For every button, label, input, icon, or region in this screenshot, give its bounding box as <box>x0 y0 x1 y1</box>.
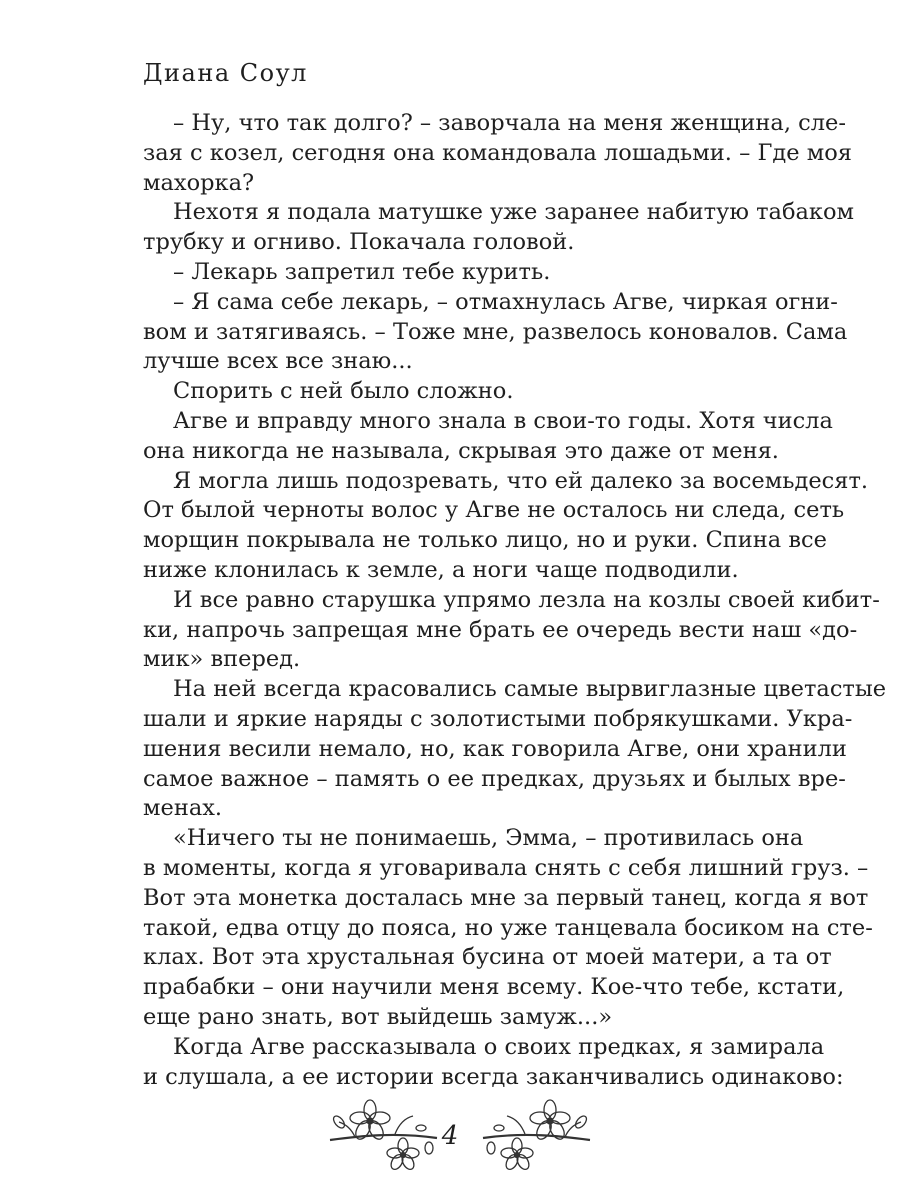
page-number: 4 <box>441 1121 459 1151</box>
text-line: клах. Вот эта хрустальная бусина от моей матери, а та от <box>143 944 832 971</box>
running-header-author: Диана Соул <box>143 59 308 87</box>
paragraph <box>143 377 757 407</box>
text-line: – Я сама себе лекарь, – отмахнулась Агве, чиркая огни- <box>173 288 838 315</box>
text-line: Я могла лишь подозревать, что ей далеко за восемьдесят. <box>173 467 869 494</box>
text-line: менах. <box>143 795 223 822</box>
text-line: морщин покрывала не только лицо, но и руки. Спина все <box>143 527 827 554</box>
paragraph <box>143 675 887 824</box>
text-line: Нехотя я подала матушке уже заранее набитую табаком <box>173 199 855 226</box>
text-line: она никогда не называла, скрывая это даже от меня. <box>143 437 779 464</box>
text-line: лучше всех все знаю... <box>143 348 413 375</box>
text-line: такой, едва отцу до пояса, но уже танцевала босиком на сте- <box>143 914 873 941</box>
text-line: махорка? <box>143 169 255 196</box>
text-line: От былой черноты волос у Агве не осталось ни следа, сеть <box>143 497 845 524</box>
text-line: зая с козел, сегодня она командовала лошадьми. – Где моя <box>143 139 852 166</box>
text-line: самое важное – память о ее предках, друзьях и былых вре- <box>143 765 846 792</box>
paragraph <box>143 258 757 288</box>
text-line: шения весили немало, но, как говорила Агве, они хранили <box>143 735 847 762</box>
paragraph <box>143 109 852 198</box>
body-text <box>143 109 887 1092</box>
text-line: вом и затягиваясь. – Тоже мне, развелось коновалов. Сама <box>143 318 848 345</box>
text-line: еще рано знать, вот выйдешь замуж...» <box>143 1003 613 1030</box>
paragraph <box>143 1033 844 1093</box>
paragraph <box>143 288 848 377</box>
text-line: – Лекарь запретил тебе курить. <box>173 258 551 285</box>
text-line: – Ну, что так долго? – заворчала на меня женщина, сле- <box>173 110 846 136</box>
text-line: шали и яркие наряды с золотистыми побрякушками. Укра- <box>143 705 853 732</box>
text-line: Спорить с ней было сложно. <box>173 378 514 405</box>
text-line: мик» вперед. <box>143 646 301 673</box>
text-line: На ней всегда красовались самые вырвиглазные цветастые <box>173 676 887 703</box>
text-line: Вот эта монетка досталась мне за первый танец, когда я вот <box>143 884 869 911</box>
text-line: «Ничего ты не понимаешь, Эмма, – противилась она <box>173 825 804 852</box>
flower-branch-icon <box>475 1098 595 1178</box>
text-line: Агве и вправду много знала в свои-то годы. Хотя числа <box>173 407 833 434</box>
page-footer <box>0 1098 900 1178</box>
text-line: И все равно старушка упрямо лезла на козлы своей кибит- <box>173 586 880 613</box>
text-line: Когда Агве рассказывала о своих предках, я замирала <box>173 1033 825 1060</box>
text-line: прабабки – они научили меня всему. Кое-что тебе, кстати, <box>143 974 845 1001</box>
paragraph <box>143 824 873 1033</box>
paragraph <box>143 467 869 586</box>
flower-branch-icon <box>325 1098 445 1178</box>
paragraph <box>143 198 855 258</box>
text-line: в моменты, когда я уговаривала снять с себя лишний груз. – <box>143 854 869 881</box>
text-line: и слушала, а ее истории всегда заканчивались одинаково: <box>143 1063 844 1090</box>
text-line: ки, напрочь запрещая мне брать ее очередь вести наш «до- <box>143 616 858 643</box>
paragraph <box>143 586 880 675</box>
paragraph <box>143 407 833 467</box>
text-line: ниже клонилась к земле, а ноги чаще подводили. <box>143 556 739 583</box>
text-line: трубку и огниво. Покачала головой. <box>143 229 575 256</box>
